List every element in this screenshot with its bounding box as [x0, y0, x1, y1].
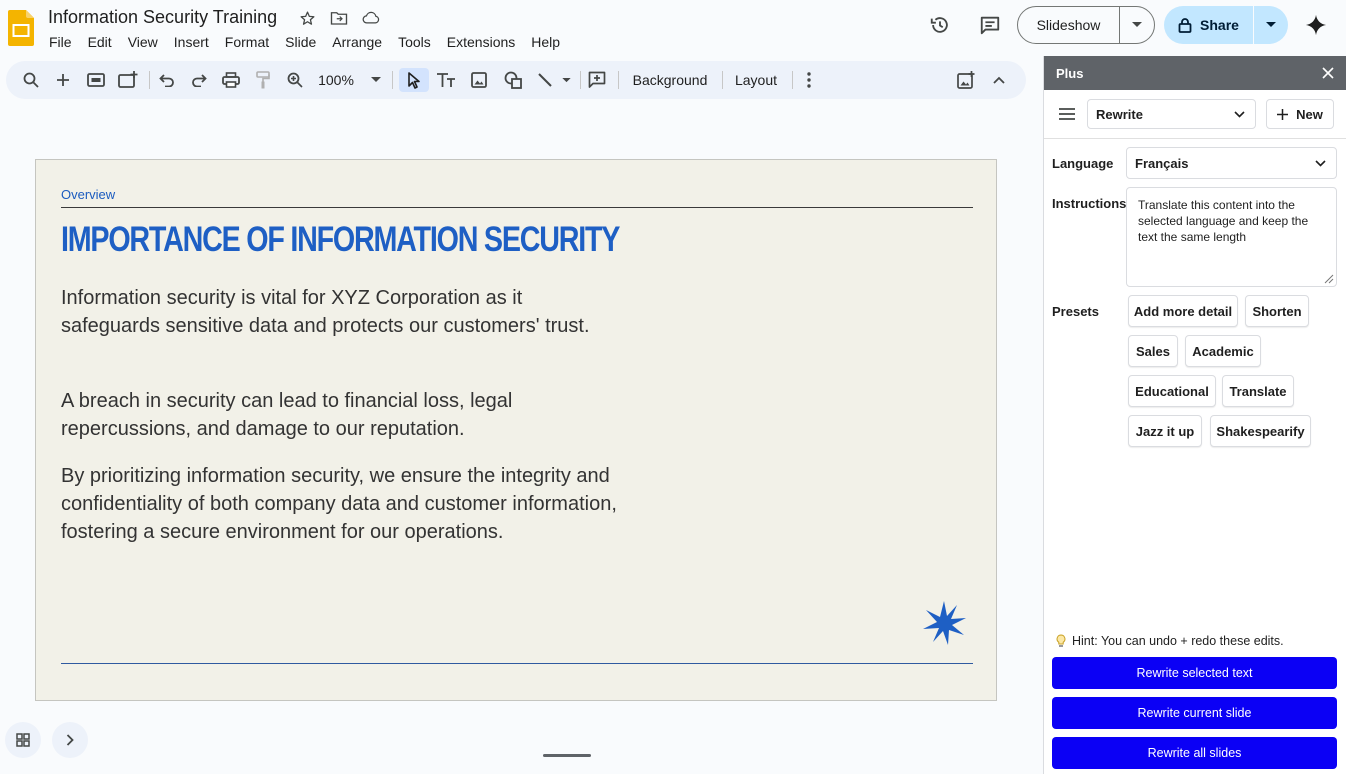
menu-edit[interactable]: Edit [87, 34, 112, 50]
new-slide-icon[interactable] [52, 68, 74, 92]
add-comment-icon[interactable] [586, 68, 608, 92]
slide-overview-label[interactable]: Overview [61, 187, 116, 202]
share-dropdown-icon[interactable] [1254, 6, 1288, 44]
preset-sales[interactable]: Sales [1128, 335, 1178, 367]
menu-icon[interactable] [1058, 105, 1076, 123]
redo-icon[interactable] [188, 68, 210, 92]
slide-canvas [0, 100, 1040, 774]
speaker-notes-drag-handle[interactable] [543, 754, 591, 757]
preset-translate[interactable]: Translate [1222, 375, 1294, 407]
hint-row [1056, 634, 1284, 648]
layout-button[interactable]: Layout [734, 72, 778, 88]
menu-bar [41, 32, 568, 52]
instructions-textarea[interactable] [1126, 187, 1337, 287]
star-icon[interactable] [298, 9, 316, 27]
hint-text: Hint: You can undo + redo these edits. [1072, 634, 1284, 648]
preset-academic[interactable]: Academic [1185, 335, 1261, 367]
line-dropdown-icon[interactable] [560, 68, 572, 92]
gemini-sparkle-icon[interactable] [1298, 7, 1334, 43]
slideshow-dropdown-icon[interactable] [1120, 7, 1154, 43]
insert-image-plus-icon[interactable] [954, 68, 978, 92]
panel-title: Plus [1056, 65, 1084, 81]
cloud-saved-icon[interactable] [362, 9, 380, 27]
zoom-level[interactable]: 100% [318, 72, 354, 88]
resize-handle-icon[interactable] [1324, 274, 1334, 284]
current-slide[interactable] [35, 159, 997, 701]
chevron-down-icon [1315, 160, 1326, 167]
menu-arrange[interactable]: Arrange [332, 34, 383, 50]
menu-slide[interactable]: Slide [285, 34, 317, 50]
chevron-down-icon [1234, 111, 1245, 118]
toolbar [6, 61, 1026, 99]
bottom-rule [61, 663, 973, 664]
menu-tools[interactable]: Tools [398, 34, 431, 50]
new-label: New [1296, 106, 1323, 122]
menu-format[interactable]: Format [224, 34, 270, 50]
preset-jazz-it-up[interactable]: Jazz it up [1128, 415, 1202, 447]
move-folder-icon[interactable] [330, 9, 348, 27]
language-value: Français [1135, 155, 1189, 171]
version-history-icon[interactable] [922, 7, 958, 43]
menu-view[interactable]: View [127, 34, 158, 50]
starburst-icon[interactable] [921, 600, 967, 646]
language-label: Language [1052, 156, 1114, 171]
share-label: Share [1200, 17, 1239, 33]
shape-icon[interactable] [502, 68, 524, 92]
preset-shorten[interactable]: Shorten [1245, 295, 1309, 327]
plus-icon [1277, 109, 1288, 120]
background-button[interactable]: Background [632, 72, 708, 88]
slide-layout-icon[interactable] [85, 68, 107, 92]
slide-paragraph-1[interactable]: Information security is vital for XYZ Corporation as it safeguards sensitive data and protects our customers' trust. [61, 287, 590, 337]
mode-value: Rewrite [1096, 106, 1143, 122]
instructions-text: Translate this content into the selected language and keep the text the same length [1138, 198, 1309, 244]
comments-icon[interactable] [972, 7, 1008, 43]
collapse-toolbar-icon[interactable] [988, 68, 1010, 92]
menu-file[interactable]: File [49, 34, 72, 50]
share-button[interactable] [1164, 6, 1254, 44]
presets-label: Presets [1052, 304, 1099, 319]
top-rule [61, 207, 973, 208]
menu-extensions[interactable]: Extensions [446, 34, 516, 50]
panel-mode-row [1044, 99, 1346, 129]
instructions-label: Instructions [1052, 196, 1127, 211]
slideshow-button-group [1017, 6, 1155, 44]
new-button[interactable] [1266, 99, 1334, 129]
insert-image-icon[interactable] [468, 68, 490, 92]
preset-shakespearify[interactable]: Shakespearify [1210, 415, 1311, 447]
plus-side-panel [1043, 56, 1346, 774]
menu-insert[interactable]: Insert [173, 34, 209, 50]
zoom-dropdown-icon[interactable] [368, 68, 384, 92]
lock-icon [1178, 17, 1192, 33]
paint-format-icon[interactable] [252, 68, 274, 92]
preset-add-more-detail[interactable]: Add more detail [1128, 295, 1238, 327]
more-options-icon[interactable] [798, 68, 820, 92]
preset-educational[interactable]: Educational [1128, 375, 1216, 407]
rewrite-all-slides-button[interactable]: Rewrite all slides [1052, 737, 1337, 769]
share-button-group [1164, 6, 1288, 44]
slides-logo-icon[interactable] [8, 10, 34, 46]
language-select[interactable] [1126, 147, 1337, 179]
document-title[interactable]: Information Security Training [48, 7, 278, 27]
lightbulb-icon [1056, 634, 1066, 648]
app-header [0, 0, 1346, 58]
undo-icon[interactable] [156, 68, 178, 92]
insert-slide-icon[interactable] [117, 68, 139, 92]
slide-title[interactable]: IMPORTANCE OF INFORMATION SECURITY [61, 220, 620, 259]
close-icon[interactable] [1322, 63, 1334, 84]
grid-view-icon[interactable] [5, 722, 41, 758]
rewrite-current-slide-button[interactable]: Rewrite current slide [1052, 697, 1337, 729]
rewrite-selected-text-button[interactable]: Rewrite selected text [1052, 657, 1337, 689]
expand-filmstrip-icon[interactable] [52, 722, 88, 758]
search-menus-icon[interactable] [20, 68, 42, 92]
panel-divider [1044, 138, 1346, 139]
print-icon[interactable] [220, 68, 242, 92]
text-box-icon[interactable] [434, 68, 458, 92]
slide-paragraph-2[interactable]: A breach in security can lead to financial loss, legal repercussions, and damage to our reputation. [61, 390, 513, 440]
select-tool-icon[interactable] [399, 68, 429, 92]
slide-paragraph-3[interactable]: By prioritizing information security, we ensure the integrity and confidentiality of both company data and customer information, fostering a secure environment for our operations. [61, 465, 617, 543]
slideshow-button[interactable]: Slideshow [1018, 7, 1120, 43]
mode-select[interactable] [1087, 99, 1256, 129]
zoom-icon[interactable] [284, 68, 306, 92]
panel-header [1044, 56, 1346, 90]
line-tool-icon[interactable] [534, 68, 556, 92]
menu-help[interactable]: Help [531, 34, 561, 50]
